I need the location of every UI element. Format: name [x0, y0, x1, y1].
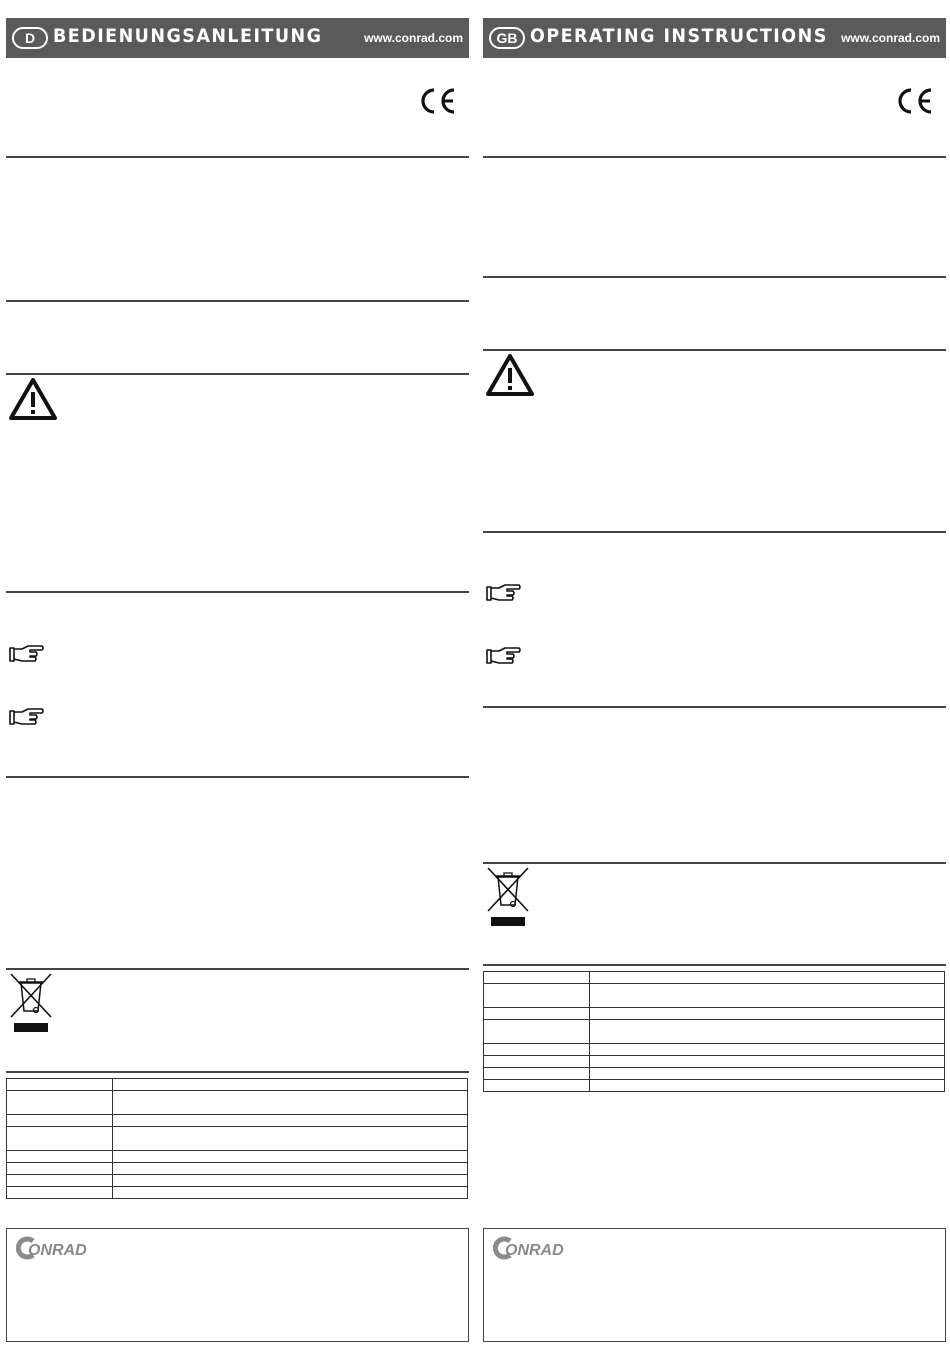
header-bar — [483, 18, 946, 58]
table-row — [484, 1020, 945, 1044]
crossed-bin-icon — [485, 865, 531, 927]
imprint-box — [6, 1228, 469, 1342]
language-badge: GB — [489, 27, 525, 49]
section-divider — [6, 300, 469, 302]
section-divider — [483, 276, 946, 278]
spec-table — [483, 971, 945, 1092]
table-row — [7, 1151, 468, 1163]
table-row — [7, 1127, 468, 1151]
warning-triangle-icon — [8, 377, 58, 421]
warning-triangle-icon — [485, 353, 535, 397]
language-badge: D — [12, 27, 48, 49]
website-link[interactable]: www.conrad.com — [364, 31, 463, 45]
section-divider — [6, 968, 469, 970]
ce-mark-icon — [417, 86, 457, 116]
table-row — [7, 1175, 468, 1187]
section-divider — [483, 156, 946, 158]
table-row — [484, 1008, 945, 1020]
section-divider — [6, 1071, 469, 1073]
section-divider — [483, 706, 946, 708]
imprint-box — [483, 1228, 946, 1342]
table-row — [484, 984, 945, 1008]
table-row — [484, 1044, 945, 1056]
conrad-logo — [488, 1235, 588, 1261]
section-divider — [483, 964, 946, 966]
section-divider — [483, 531, 946, 533]
crossed-bin-icon — [8, 971, 54, 1033]
section-divider — [6, 591, 469, 593]
table-row — [484, 1068, 945, 1080]
pointing-hand-icon — [485, 645, 523, 667]
header-bar — [6, 18, 469, 58]
column-english — [483, 18, 946, 1343]
table-row — [7, 1091, 468, 1115]
section-divider — [483, 862, 946, 864]
pointing-hand-icon — [8, 706, 46, 728]
section-divider — [6, 776, 469, 778]
table-row — [7, 1187, 468, 1199]
section-divider — [483, 349, 946, 351]
table-row — [7, 1163, 468, 1175]
table-row — [7, 1115, 468, 1127]
table-row — [484, 972, 945, 984]
pointing-hand-icon — [485, 582, 523, 604]
conrad-logo — [11, 1235, 111, 1261]
table-row — [484, 1056, 945, 1068]
website-link[interactable]: www.conrad.com — [841, 31, 940, 45]
spec-table — [6, 1078, 468, 1199]
document-title: OPERATING INSTRUCTIONS — [530, 25, 828, 47]
section-divider — [6, 373, 469, 375]
ce-mark-icon — [894, 86, 934, 116]
table-row — [7, 1079, 468, 1091]
column-german — [6, 18, 469, 1343]
document-title: BEDIENUNGSANLEITUNG — [53, 25, 323, 47]
section-divider — [6, 156, 469, 158]
pointing-hand-icon — [8, 643, 46, 665]
table-row — [484, 1080, 945, 1092]
